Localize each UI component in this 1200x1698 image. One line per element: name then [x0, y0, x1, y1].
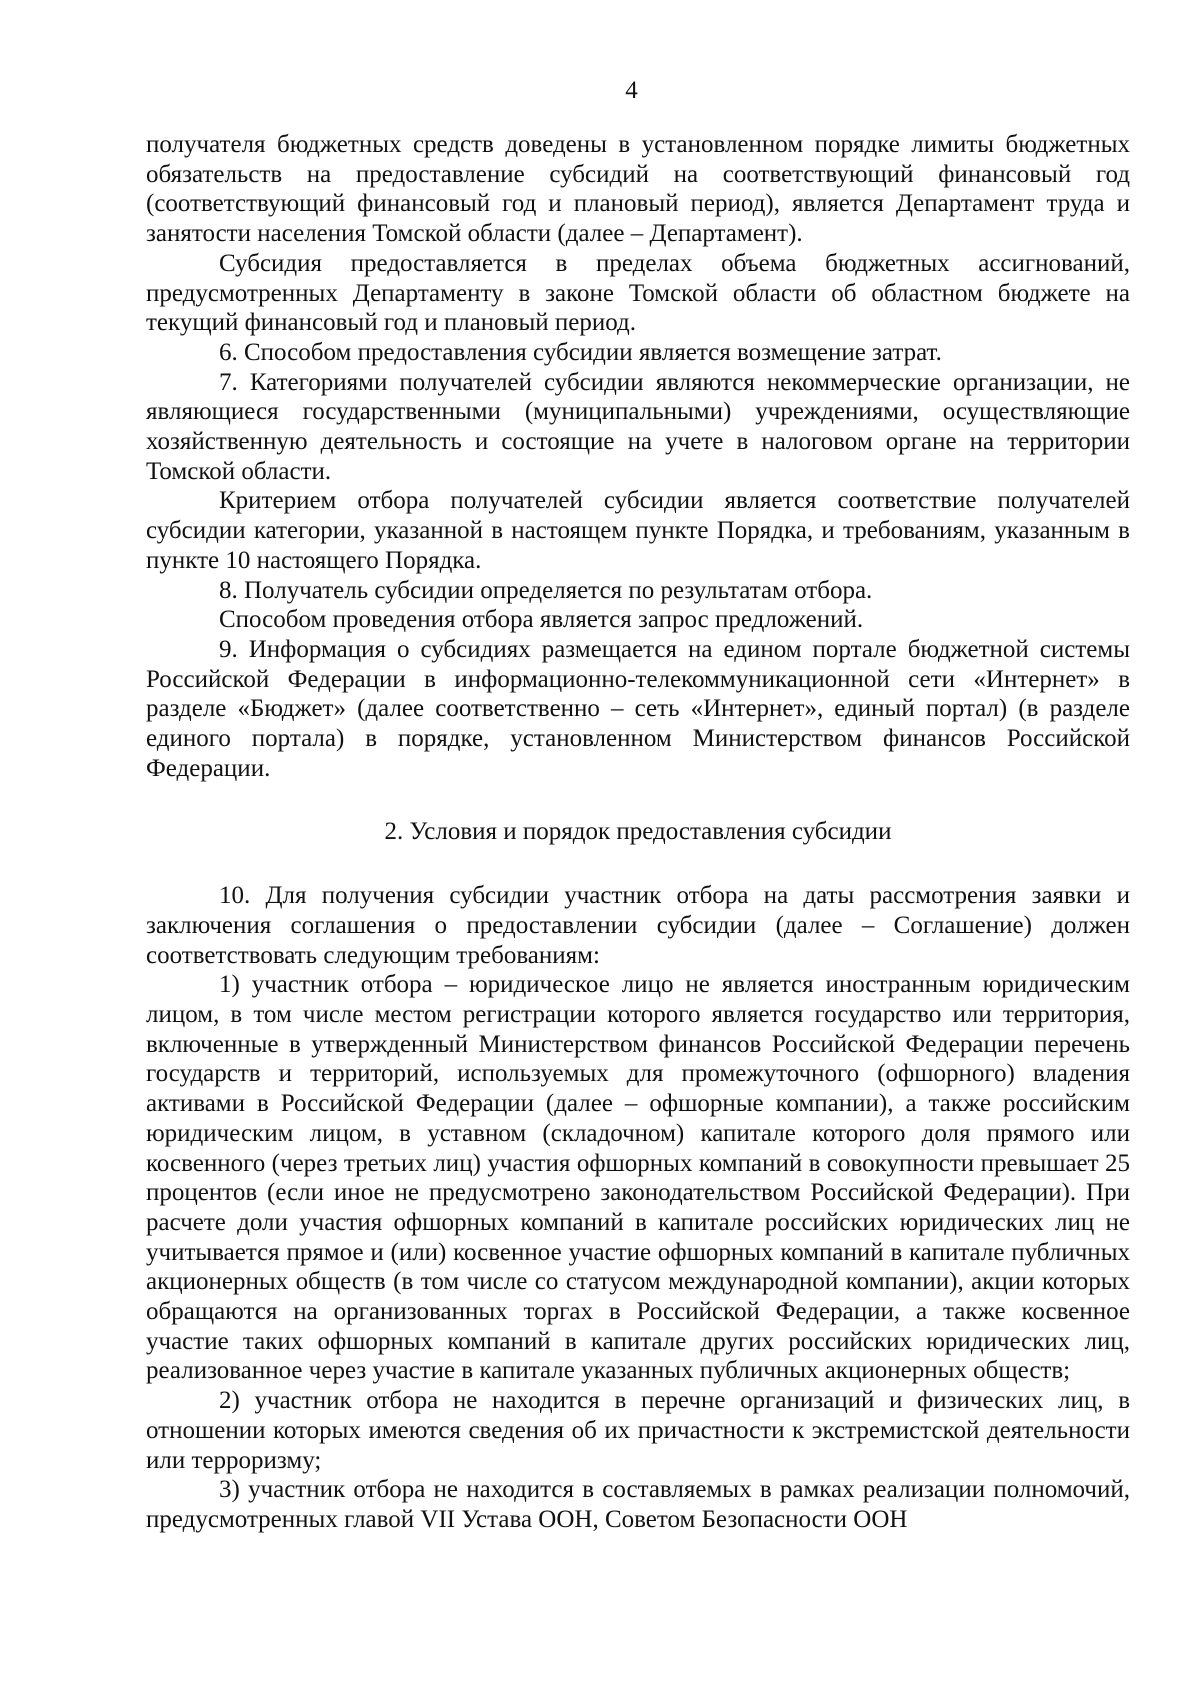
paragraph: 9. Информация о субсидиях размещается на едином портале бюджетной системы Российской Федерации в информационно-телекоммуникационной сети «Интернет» в разделе «Бюджет» (далее соответственно – сеть «Интернет», единый портал) (в разделе единого портала) в порядке, установленном Министерством финансов Российской Федерации.: [146, 635, 1130, 782]
paragraph: Критерием отбора получателей субсидии является соответствие получателей субсидии категории, указанной в настоящем пункте Порядка, и требованиям, указанным в пункте 10 настоящего Порядка.: [146, 487, 1130, 574]
paragraph: Субсидия предоставляется в пределах объема бюджетных ассигнований, предусмотренных Департаменту в законе Томской области об областном бюджете на текущий финансовый год и плановый период.: [146, 249, 1130, 337]
paragraph: 8. Получатель субсидии определяется по результатам отбора.: [219, 576, 873, 604]
document-body: [146, 130, 1130, 1535]
paragraph: 7. Категориями получателей субсидии являются некоммерческие организации, не являющиеся государственными (муниципальными) учреждениями, осуществляющие хозяйственную деятельность и состоящие на учете в налоговом органе на территории Томской области.: [146, 368, 1130, 485]
paragraph: 6. Способом предоставления субсидии является возмещение затрат.: [219, 338, 942, 366]
paragraph: 1) участник отбора – юридическое лицо не является иностранным юридическим лицом, в том числе местом регистрации которого является государство или территория, включенные в утвержденный Министерством финансов Российской Федерации перечень государств и территорий, используемых для промежуточного (офшорного) владения активами в Российской Федерации (далее – офшорные компании), а также российским юридическим лицом, в уставном (складочном) капитале которого доля прямого или косвенного (через третьих лиц) участия офшорных компаний в совокупности превышает 25 процентов (если иное не предусмотрено законодательством Российской Федерации). При расчете доли участия офшорных компаний в капитале российских юридических лиц не учитывается прямое и (или) косвенное участие офшорных компаний в капитале публичных акционерных обществ (в том числе со статусом международной компании), акции которых обращаются на организованных торгах в Российской Федерации, а также косвенное участие таких офшорных компаний в капитале других российских юридических лиц, реализованное через участие в капитале указанных публичных акционерных обществ;: [146, 971, 1130, 1385]
paragraph: Способом проведения отбора является запрос предложений.: [219, 606, 864, 634]
page-number: 4: [625, 77, 638, 104]
section-heading: 2. Условия и порядок предоставления субсидии: [384, 818, 892, 846]
paragraph: 3) участник отбора не находится в составляемых в рамках реализации полномочий, предусмотренных главой VII Устава ООН, Советом Безопасности ООН: [146, 1476, 1130, 1533]
paragraph: получателя бюджетных средств доведены в установленном порядке лимиты бюджетных обязательств на предоставление субсидий на соответствующий финансовый год (соответствующий финансовый год и плановый период), является Департамент труда и занятости населения Томской области (далее – Департамент).: [146, 131, 1130, 248]
paragraph: 10. Для получения субсидии участник отбора на даты рассмотрения заявки и заключения соглашения о предоставлении субсидии (далее – Соглашение) должен соответствовать следующим требованиям:: [146, 882, 1130, 969]
paragraph: 2) участник отбора не находится в перечне организаций и физических лиц, в отношении которых имеются сведения об их причастности к экстремистской деятельности или терроризму;: [146, 1387, 1130, 1474]
